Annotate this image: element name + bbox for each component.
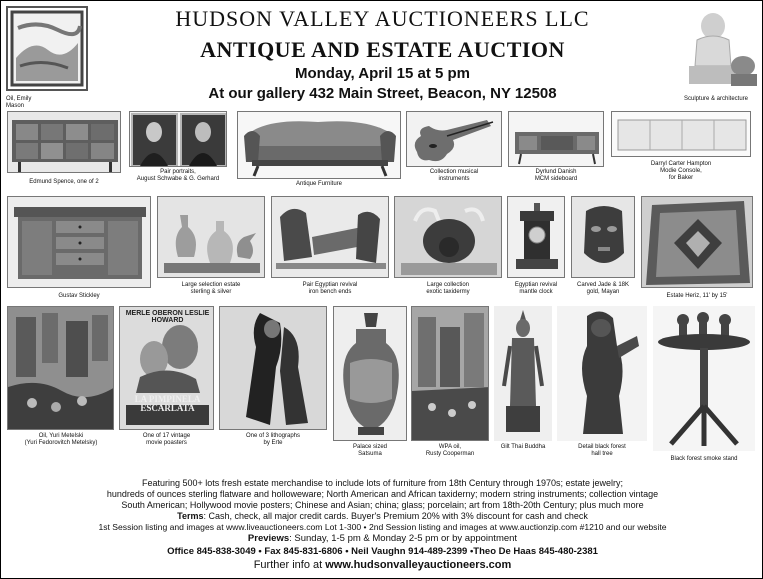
caption-satsuma: Palace sized Satsuma	[352, 444, 388, 457]
auction-location: At our gallery 432 Main Street, Beacon, NY 12508	[208, 85, 557, 102]
photo-taxidermy	[394, 196, 502, 278]
previews-text: : Sunday, 1-5 pm & Monday 2-5 pm or by appointment	[289, 533, 518, 544]
photo-metelski-oil	[7, 306, 114, 430]
photo-sculpture	[671, 6, 758, 91]
caption-antique-furniture: Antique Furniture	[295, 181, 343, 187]
caption-hall-tree: Detail black forest hall tree	[578, 444, 626, 457]
terms-line	[1, 511, 763, 522]
company-name: HUDSON VALLEY AUCTIONEERS LLC	[175, 6, 590, 31]
photo-instruments	[406, 111, 502, 167]
caption-egyptian-bench: Pair Egyptian revival iron bench ends	[302, 282, 358, 295]
photo-hampton-console	[611, 111, 751, 157]
caption-mantle-clock: Egyptian revival mantle clock	[514, 282, 558, 295]
caption-hampton: Darryl Carter Hampton Modie Console, for Baker	[650, 161, 712, 181]
photo-stickley	[7, 196, 151, 288]
photo-smoke-stand	[653, 306, 755, 451]
photo-antique-sofa	[237, 111, 401, 179]
poster-title: LA PIMPINELA ESCARLATA	[134, 394, 201, 413]
caption-sculpture: Sculpture & architecture	[683, 96, 749, 102]
photo-erte-lithograph	[219, 306, 327, 430]
caption-smoke-stand: Black forest smoke stand	[670, 456, 738, 462]
terms-label: Terms	[177, 511, 204, 521]
photo-dyrlund	[508, 111, 604, 167]
caption-sterling: Large selection estate sterling & silver	[181, 282, 241, 295]
previews-label: Previews	[247, 533, 290, 544]
photo-satsuma-vase	[333, 306, 407, 441]
photo-movie-poster	[119, 306, 214, 430]
caption-oil-mason: Oil, Emily Mason	[6, 96, 32, 109]
photo-spence-cabinet	[7, 111, 121, 173]
description-line-1: Featuring 500+ lots fresh estate merchandise to include lots of furniture from 18th Century through 1970s; estate jewelry;	[141, 478, 623, 488]
photo-heriz-rug	[641, 196, 753, 288]
auction-title: ANTIQUE AND ESTATE AUCTION	[200, 37, 565, 62]
photo-oil-mason	[6, 6, 88, 91]
caption-stickley: Gustav Stickley	[58, 293, 100, 299]
website-link[interactable]: www.hudsonvalleyauctioneers.com	[325, 559, 512, 571]
photo-sterling	[157, 196, 265, 278]
caption-heriz: Estate Heriz, 11' by 15'	[666, 293, 728, 299]
caption-wpa: WPA oil, Rusty Cooperman	[425, 444, 475, 457]
caption-instruments: Collection musical instruments	[429, 169, 479, 182]
caption-portraits: Pair portraits, August Schwabe & G. Gerhard	[136, 169, 220, 182]
further-info-label: Further info at	[253, 559, 326, 571]
contacts-line: Office 845-838-3049 • Fax 845-831-6806 • Neil Vaughn 914-489-2399 •Theo De Haas 845-480-2381	[167, 546, 598, 557]
terms-text: : Cash, check, all major credit cards. Buyer's Premium 20% with 3% discount for cash and check	[203, 511, 588, 521]
photo-mantle-clock	[507, 196, 565, 278]
caption-spence: Edmund Spence, one of 2	[29, 179, 99, 185]
further-info-line	[1, 559, 763, 572]
photo-black-forest-hall-tree	[557, 306, 647, 441]
caption-taxidermy: Large collection exotic taxidermy	[426, 282, 470, 295]
photo-jade-mask	[571, 196, 635, 278]
caption-metelski: Oil, Yuri Metelski (Yuri Fedorovitch Metelsky)	[24, 433, 98, 446]
session-line: 1st Session listing and images at www.liveauctioneers.com Lot 1-300 • 2nd Session listing and images at www.auctionzip.com #1210 and our website	[98, 522, 667, 532]
description-line-2: hundreds of ounces sterling flatware and holloweware; North American and African taxiderny; modern string instruments; collection vintage	[106, 489, 659, 499]
photo-wpa-oil	[411, 306, 489, 441]
caption-posters: One of 17 vintage movie poasters	[142, 433, 191, 446]
previews-line	[1, 533, 763, 544]
caption-jade: Carved Jade & 18K gold, Mayan	[576, 282, 630, 295]
caption-buddha: Gilt Thai Buddha	[500, 444, 546, 450]
caption-erte: One of 3 lithographs by Erte	[245, 433, 301, 446]
photo-thai-buddha	[494, 306, 552, 441]
photo-egyptian-bench	[271, 196, 389, 278]
description-line-3: South American; Hollywood movie posters; Chinese and Asian; china; glass; porcelain; art from 18th-20th Century; plus much more	[121, 500, 644, 510]
photo-portraits	[129, 111, 227, 167]
auction-date: Monday, April 15 at 5 pm	[294, 65, 471, 82]
caption-dyrlund: Dyrlund Danish MCM sideboard	[534, 169, 578, 182]
poster-names: MERLE OBERON LESLIE HOWARD	[125, 310, 210, 324]
